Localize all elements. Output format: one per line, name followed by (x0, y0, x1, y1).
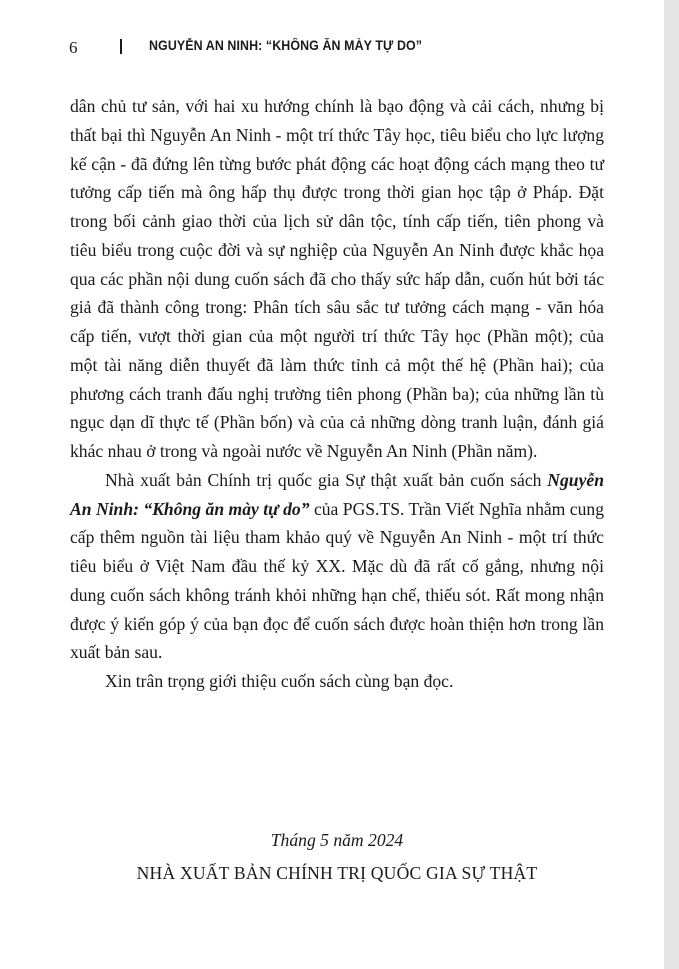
paragraph-publisher-note (70, 466, 604, 667)
running-title: NGUYỄN AN NINH: “KHÔNG ĂN MÀY TỰ DO” (149, 38, 423, 53)
paragraph-rest-text: của PGS.TS. Trần Viết Nghĩa nhằm cung cấp thêm nguồn tài liệu tham khảo quý về Nguyễn An Ninh - một trí thức tiêu biểu ở Việt Nam đầu thế kỷ XX. Mặc dù đã rất cố gắng, nhưng nội dung cuốn sách không tránh khỏi những hạn chế, thiếu sót. Rất mong nhận được ý kiến góp ý của bạn đọc để cuốn sách được hoàn thiện hơn trong lần xuất bản sau. (70, 498, 604, 663)
paragraph-intro-text: Nhà xuất bản Chính trị quốc gia Sự thật xuất bản cuốn sách (105, 469, 542, 490)
header-separator (120, 39, 122, 54)
page-number: 6 (69, 38, 78, 57)
body-text (70, 92, 604, 696)
paragraph-closing: Xin trân trọng giới thiệu cuốn sách cùng bạn đọc. (105, 671, 454, 691)
book-title: Nguyễn An Ninh: “Không ăn mày tự do” (70, 469, 604, 519)
signature-date: Tháng 5 năm 2024 (270, 830, 404, 850)
paragraph-continued: dân chủ tư sản, với hai xu hướng chính là bạo động và cải cách, nhưng bị thất bại thì Nguyễn An Ninh - một trí thức Tây học, tiêu biểu cho lực lượng kế cận - đã đứng lên từng bước phát động các hoạt động cách mạng theo tư tưởng cấp tiến mà ông hấp thụ được trong thời gian học tập ở Pháp. Đặt trong bối cảnh giao thời của lịch sử dân tộc, tính cấp tiến, tiên phong và tiêu biểu trong cuộc đời và sự nghiệp của Nguyễn An Ninh được khắc họa qua các phần nội dung cuốn sách đã cho thấy sức hấp dẫn, cuốn hút bởi tác giả đã thành công trong: Phân tích sâu sắc tư tưởng cách mạng - văn hóa cấp tiến, vượt thời gian của một người trí thức Tây học (Phần một); của một tài năng diễn thuyết đã làm thức tỉnh cả một thế hệ (Phần hai); của phương cách tranh đấu nghị trường tiên phong (Phần ba); của những lần tù ngục dạn dĩ thực tế (Phần bốn) và của cả những dòng tranh luận, đánh giá khác nhau ở trong và ngoài nước về Nguyễn An Ninh (Phần năm). (70, 96, 604, 461)
page-header (0, 32, 664, 62)
signature-publisher: NHÀ XUẤT BẢN CHÍNH TRỊ QUỐC GIA SỰ THẬT (136, 863, 538, 883)
